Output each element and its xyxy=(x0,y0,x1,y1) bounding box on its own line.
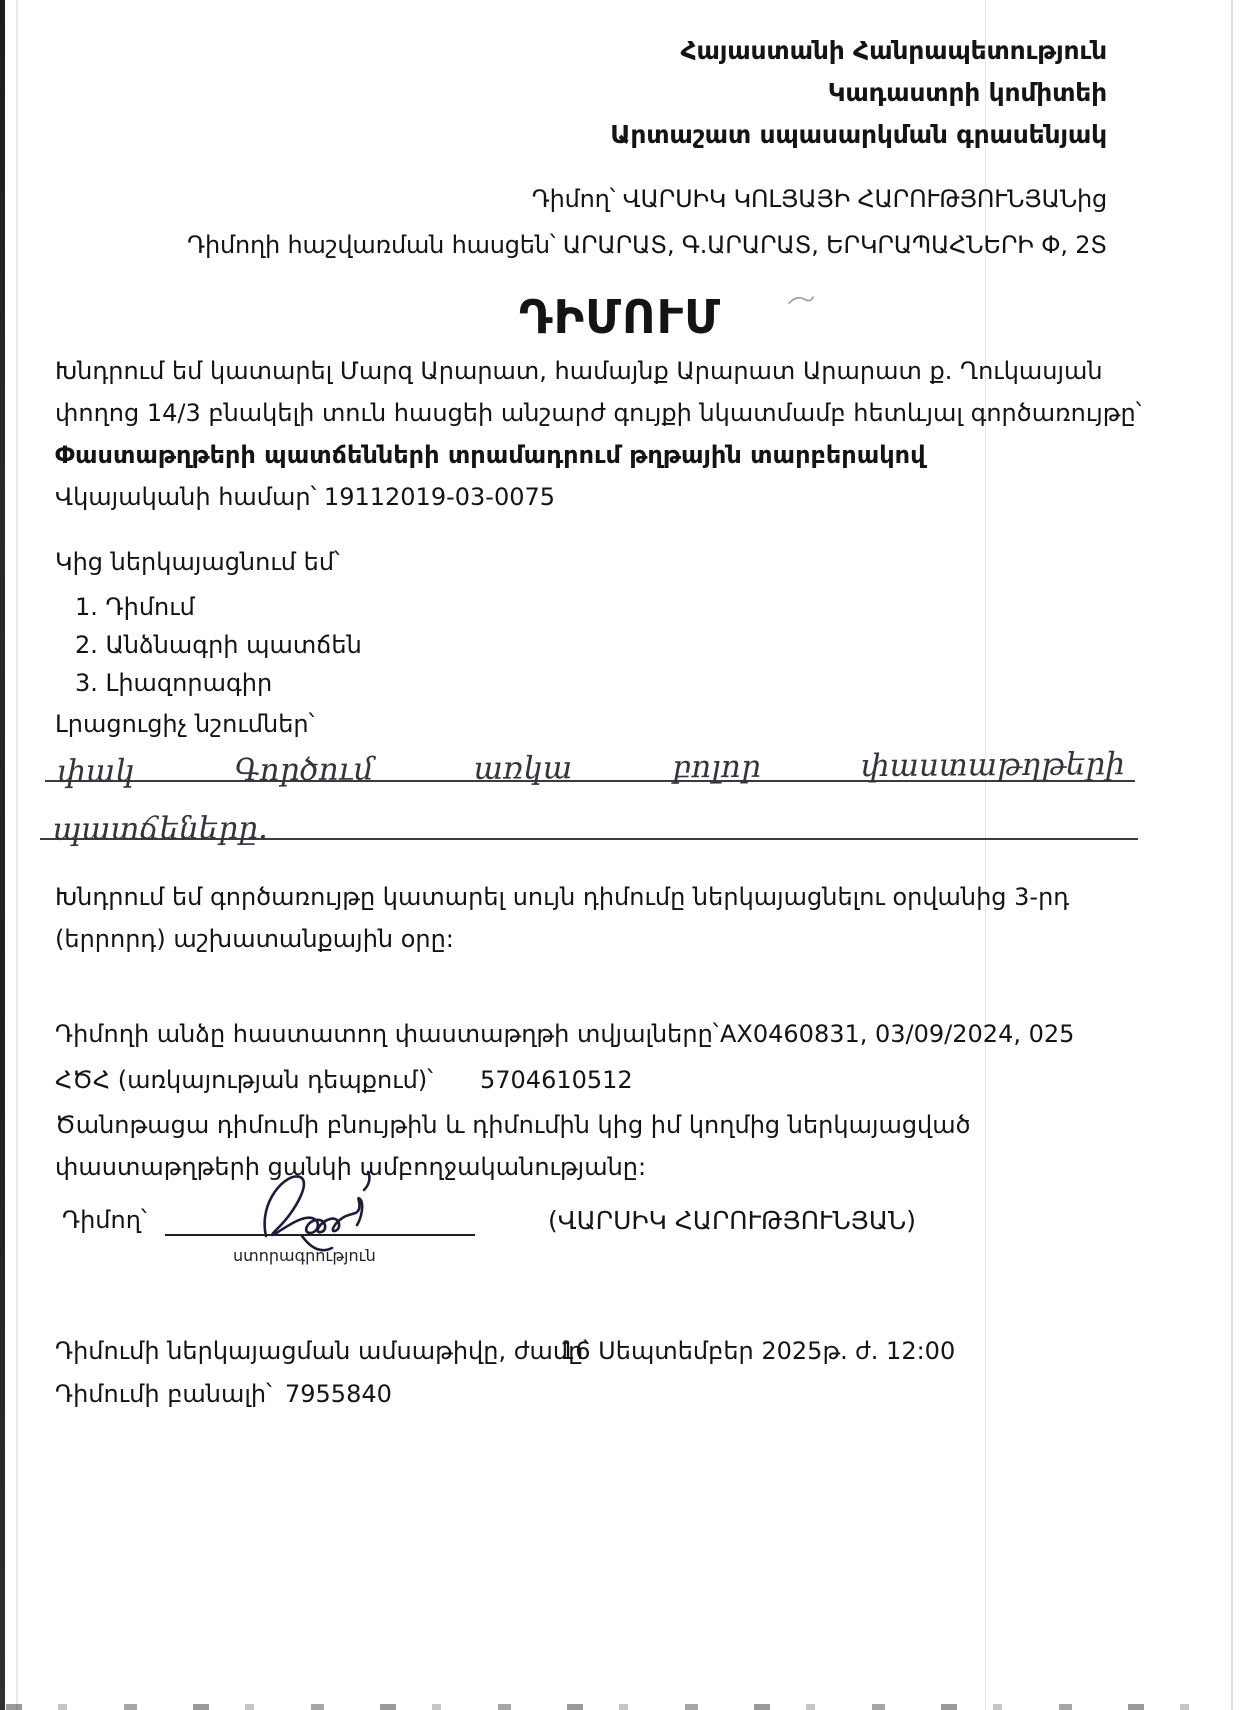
applicant-name-line: Դիմող՝ ՎԱՐՍԻԿ ԿՈԼՅԱՅԻ ՀԱՐՈՒԹՅՈՒՆՅԱՆից xyxy=(531,185,1107,213)
scan-edge-line xyxy=(16,0,18,1710)
handwritten-note-line1 xyxy=(57,746,1125,789)
handwritten-note-line2: պատճեները. xyxy=(51,810,268,848)
attachment-item: 3. Լիազորագիր xyxy=(75,669,273,697)
attachments-list xyxy=(75,588,362,702)
handwritten-word: Գործում xyxy=(234,751,374,789)
handwritten-word: առկա xyxy=(473,750,573,787)
signature-label: Դիմող՝ xyxy=(62,1206,147,1234)
submission-date-label: Դիմումի ներկայացման ամսաթիվը, ժամը՝ xyxy=(55,1337,590,1365)
attachment-item: 2. Անձնագրի պատճեն xyxy=(75,631,362,659)
ssn-row xyxy=(55,1066,1175,1094)
submission-date-value: 16 Սեպտեմբեր 2025թ. xyxy=(560,1337,848,1365)
requested-service: Փաստաթղթերի պատճենների տրամադրում թղթային տարբերակով xyxy=(55,441,926,469)
application-key-value: 7955840 xyxy=(285,1380,392,1408)
ssn-value: 5704610512 xyxy=(480,1066,633,1094)
attachment-item: 1. Դիմում xyxy=(75,593,195,621)
scan-right-edge-line xyxy=(1231,0,1233,1710)
document-title: ԴԻՄՈՒՄ xyxy=(518,290,722,344)
scan-bottom-noise xyxy=(6,1704,1240,1710)
id-document-row xyxy=(55,1020,1175,1048)
attachments-label: Կից ներկայացնում եմ՝ xyxy=(55,548,340,576)
request-intro: Խնդրում եմ կատարել Մարզ Արարատ, համայնք Արարատ Արարատ ք. Ղուկասյան փողոց 14/3 բնակելի տուն հասցեի անշարժ գույքի նկատմամբ հետևյալ գործառույթը՝ xyxy=(55,357,1142,427)
handwritten-word: բոլոր xyxy=(671,748,762,786)
handwritten-word: փաստաթղթերի xyxy=(860,746,1126,785)
signatory-name: (ՎԱՐՍԻԿ ՀԱՐՈՒԹՅՈՒՆՅԱՆ) xyxy=(548,1206,916,1235)
applicant-address-line: Դիմողի հաշվառման հասցեն՝ ԱՐԱՐԱՏ, Գ.ԱՐԱՐԱՏ, ԵՐԿՐԱՊԱՀՆԵՐԻ Փ, 2Տ xyxy=(187,231,1107,259)
acknowledgment-paragraph: Ծանոթացա դիմումի բնույթին և դիմումին կից իմ կողմից ներկայացված փաստաթղթերի ցանկի ամբողջականությանը: xyxy=(55,1111,971,1181)
certificate-number-line: Վկայականի համար՝ 19112019-03-0075 xyxy=(55,483,556,511)
scan-edge-artifact xyxy=(0,0,5,1710)
handwriting-ruled-line xyxy=(45,728,1135,790)
id-document-label: Դիմողի անձը հաստատող փաստաթղթի տվյալները՝ xyxy=(55,1020,719,1048)
request-body xyxy=(55,350,1155,518)
submission-date-row xyxy=(55,1337,1175,1365)
handwritten-word: փակ xyxy=(56,753,135,790)
submission-time-value: ժ. 12:00 xyxy=(855,1337,956,1365)
application-key-label: Դիմումի բանալի՝ xyxy=(55,1380,272,1408)
handwriting-ruled-line xyxy=(40,786,1138,848)
application-key-row xyxy=(55,1380,1175,1408)
header-country: Հայաստանի Հանրապետություն xyxy=(680,36,1107,65)
applicant-block xyxy=(187,176,1107,268)
ssn-label: ՀԾՀ (առկայության դեպքում)՝ xyxy=(55,1066,433,1094)
office-header xyxy=(610,30,1107,156)
signature-caption: ստորագրություն xyxy=(233,1246,376,1265)
additional-notes-label: Լրացուցիչ նշումներ՝ xyxy=(55,710,315,738)
header-committee: Կադաստրի կոմիտեի xyxy=(827,78,1107,107)
id-document-value: AX0460831, 03/09/2024, 025 xyxy=(720,1020,1075,1048)
timing-paragraph: Խնդրում եմ գործառույթը կատարել սույն դիմումը ներկայացնելու օրվանից 3-րդ (երրորդ) աշխատանքային օրը: xyxy=(55,883,1070,953)
header-office: Արտաշատ սպասարկման գրասենյակ xyxy=(610,120,1107,149)
